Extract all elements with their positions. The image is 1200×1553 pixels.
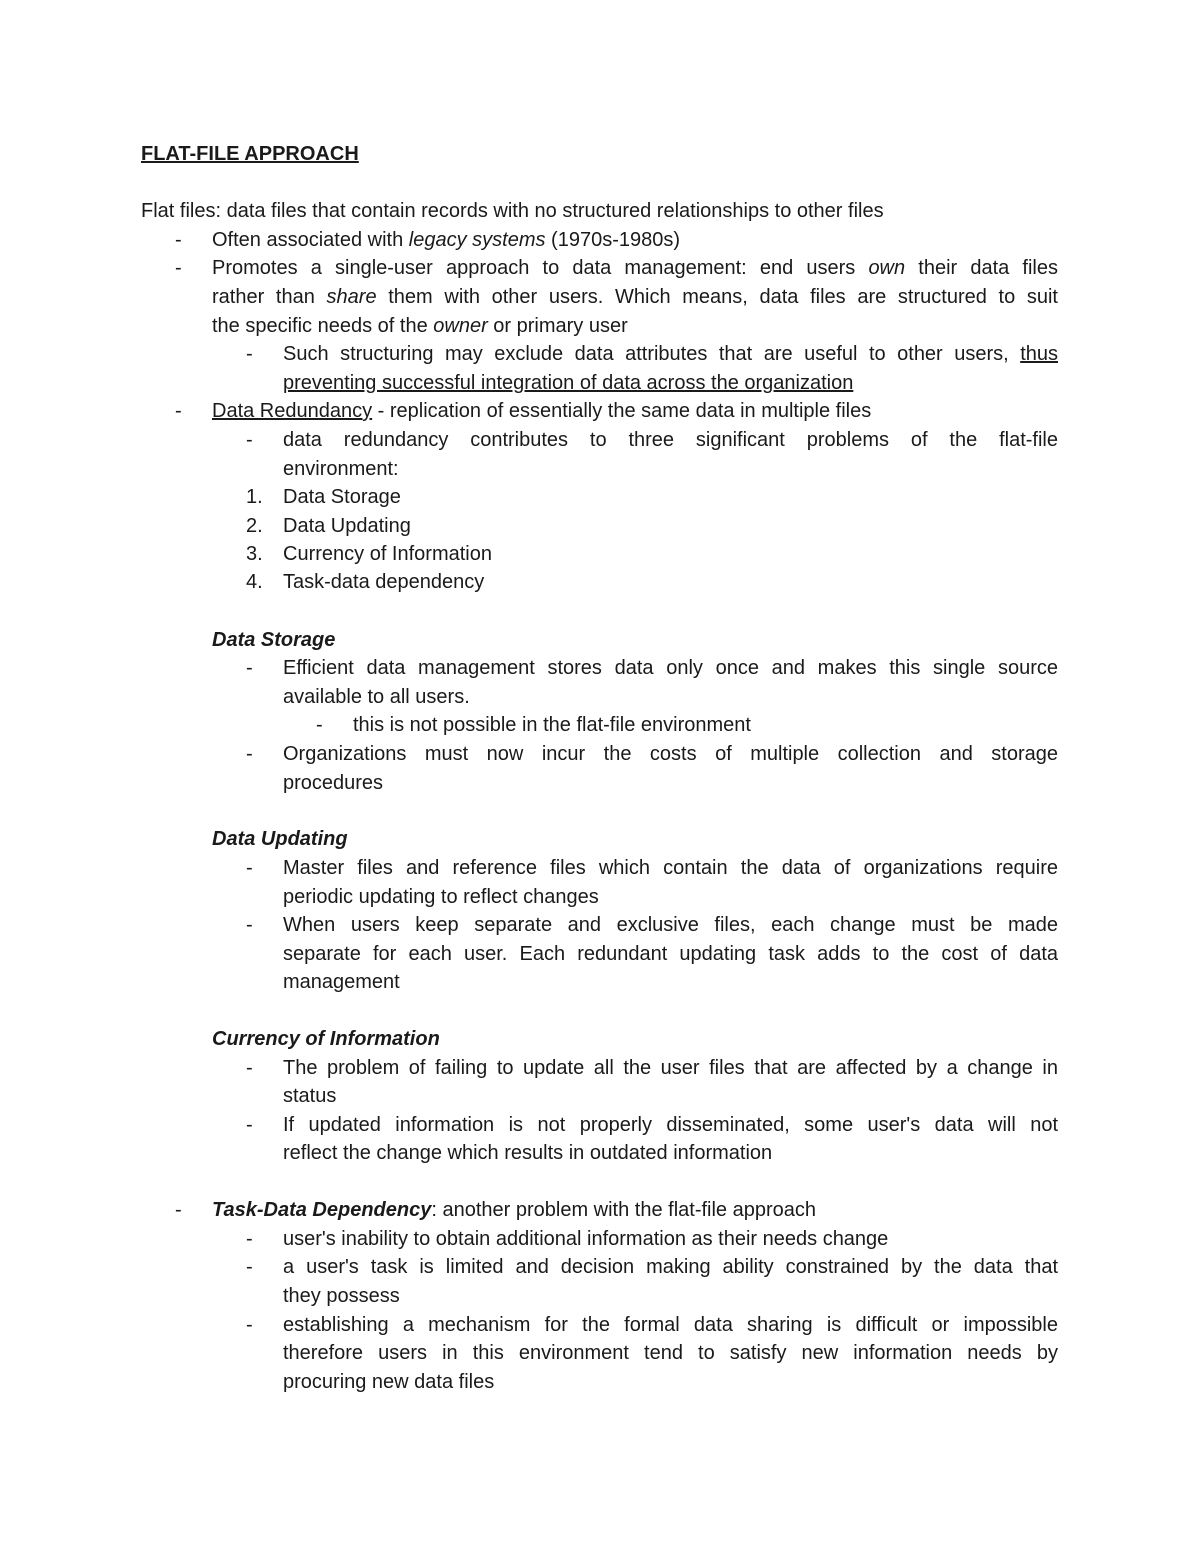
bullet-dash: - xyxy=(316,714,323,736)
data-storage-b2-line-2: procedures xyxy=(283,772,384,794)
list-item: Task-data dependency xyxy=(283,571,485,593)
bullet-dash: - xyxy=(246,1057,253,1079)
data-updating-b1-line-1: Master files and reference files which contain the data of organizations require xyxy=(283,857,1058,879)
bullet-dash: - xyxy=(175,1199,182,1221)
list-number: 2. xyxy=(246,515,263,537)
bullet-dash: - xyxy=(246,1256,253,1278)
list-number: 3. xyxy=(246,543,263,565)
bullet-dash: - xyxy=(246,743,253,765)
single-user-line-3: the specific needs of the owner or primary user xyxy=(212,315,628,337)
legacy-bullet: Often associated with legacy systems (1970s-1980s) xyxy=(212,229,681,251)
data-updating-b1-line-2: periodic updating to reflect changes xyxy=(283,886,599,908)
task-data-b2-line-1: a user's task is limited and decision making ability constrained by the data that xyxy=(283,1256,1058,1278)
task-data-bullet: Task-Data Dependency: another problem with the flat-file approach xyxy=(212,1199,817,1221)
data-updating-b2-line-2: separate for each user. Each redundant updating task adds to the cost of data xyxy=(283,943,1058,965)
bullet-dash: - xyxy=(175,400,182,422)
structuring-line-1: Such structuring may exclude data attributes that are useful to other users, thus xyxy=(283,343,1058,365)
data-storage-b1-line-2: available to all users. xyxy=(283,686,470,708)
bullet-dash: - xyxy=(246,657,253,679)
structuring-line-2: preventing successful integration of data across the organization xyxy=(283,372,854,394)
intro-text: Flat files: data files that contain records with no structured relationships to other files xyxy=(141,200,884,222)
bullet-dash: - xyxy=(175,257,182,279)
data-updating-heading: Data Updating xyxy=(212,828,348,850)
list-item: Data Storage xyxy=(283,486,401,508)
redundancy-sub-line-1: data redundancy contributes to three significant problems of the flat-file xyxy=(283,429,1058,451)
data-storage-b2-line-1: Organizations must now incur the costs of multiple collection and storage xyxy=(283,743,1058,765)
data-storage-heading: Data Storage xyxy=(212,629,336,651)
list-item: Currency of Information xyxy=(283,543,492,565)
currency-b1-line-2: status xyxy=(283,1085,337,1107)
bullet-dash: - xyxy=(246,429,253,451)
list-number: 1. xyxy=(246,486,263,508)
task-data-b2-line-2: they possess xyxy=(283,1285,400,1307)
currency-heading: Currency of Information xyxy=(212,1028,440,1050)
currency-b1-line-1: The problem of failing to update all the user files that are affected by a change in xyxy=(283,1057,1058,1079)
bullet-dash: - xyxy=(246,1314,253,1336)
data-storage-b1-sub: this is not possible in the flat-file environment xyxy=(353,714,751,736)
task-data-b3-line-1: establishing a mechanism for the formal data sharing is difficult or impossible xyxy=(283,1314,1058,1336)
bullet-dash: - xyxy=(246,1228,253,1250)
single-user-line-1: Promotes a single-user approach to data management: end users own their data files xyxy=(212,257,1058,279)
document-title: FLAT-FILE APPROACH xyxy=(141,143,359,165)
data-updating-b2-line-3: management xyxy=(283,971,400,993)
list-item: Data Updating xyxy=(283,515,411,537)
list-number: 4. xyxy=(246,571,263,593)
bullet-dash: - xyxy=(246,1114,253,1136)
task-data-b3-line-2: therefore users in this environment tend to satisfy new information needs by xyxy=(283,1342,1058,1364)
redundancy-bullet: Data Redundancy - replication of essentially the same data in multiple files xyxy=(212,400,872,422)
data-storage-b1-line-1: Efficient data management stores data only once and makes this single source xyxy=(283,657,1058,679)
task-data-b1: user's inability to obtain additional information as their needs change xyxy=(283,1228,889,1250)
currency-b2-line-1: If updated information is not properly disseminated, some user's data will not xyxy=(283,1114,1058,1136)
redundancy-sub-line-2: environment: xyxy=(283,458,399,480)
bullet-dash: - xyxy=(175,229,182,251)
bullet-dash: - xyxy=(246,914,253,936)
bullet-dash: - xyxy=(246,343,253,365)
single-user-line-2: rather than share them with other users. Which means, data files are structured to suit xyxy=(212,286,1058,308)
currency-b2-line-2: reflect the change which results in outdated information xyxy=(283,1142,773,1164)
task-data-b3-line-3: procuring new data files xyxy=(283,1371,495,1393)
bullet-dash: - xyxy=(246,857,253,879)
data-updating-b2-line-1: When users keep separate and exclusive files, each change must be made xyxy=(283,914,1058,936)
